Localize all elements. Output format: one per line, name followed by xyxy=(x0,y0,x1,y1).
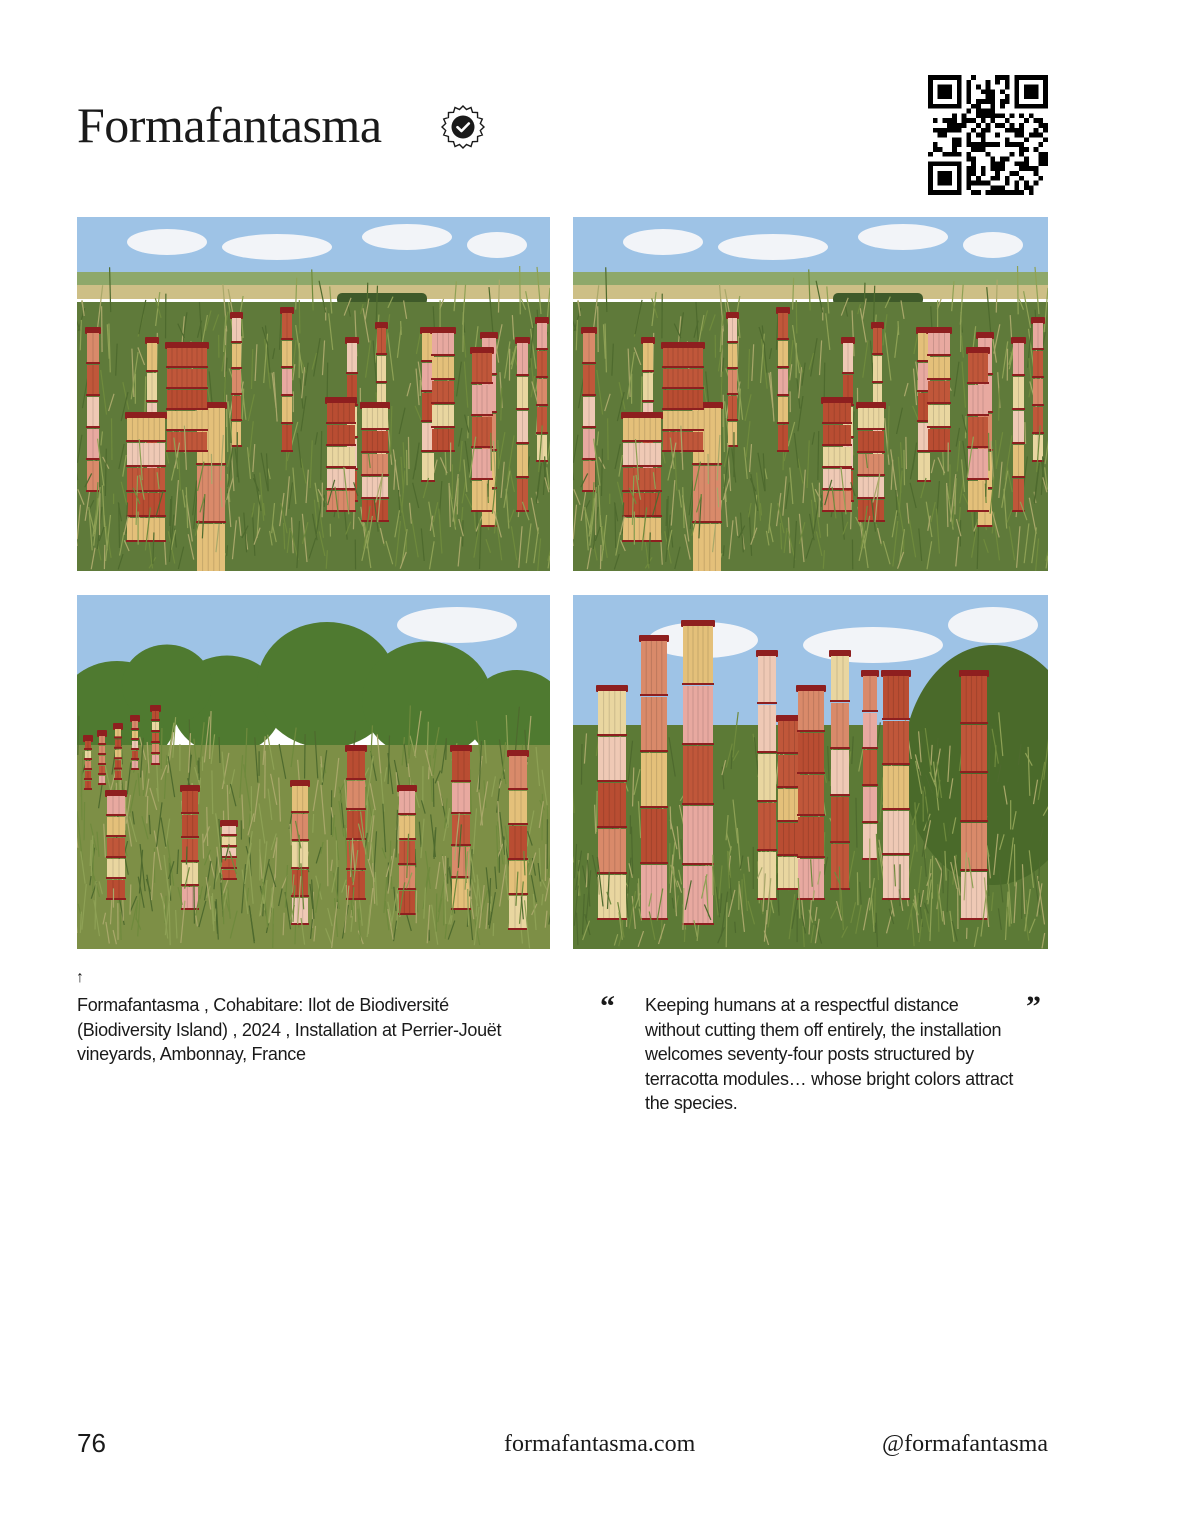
qr-code-icon[interactable] xyxy=(928,75,1048,195)
verified-badge-icon xyxy=(440,104,486,150)
close-quote-icon: ” xyxy=(1026,990,1041,1023)
installation-photo-2 xyxy=(573,217,1048,571)
pull-quote: Keeping humans at a respectful distance without cutting them off entirely, the installation welcomes seventy-four posts structured by terracotta modules… whose bright colors attract the species. xyxy=(645,995,1014,1113)
social-handle-link[interactable]: @formafantasma xyxy=(881,1431,1048,1457)
website-link[interactable]: formafantasma.com xyxy=(504,1431,696,1457)
installation-photo-4 xyxy=(573,595,1048,949)
installation-photo-3 xyxy=(77,595,550,949)
photo-caption: Formafantasma , Cohabitare: Ilot de Biodiversité (Biodiversity Island) , 2024 , Installation at Perrier-Jouët vineyards, Ambonnay, France xyxy=(77,995,502,1064)
page-number: 76 xyxy=(77,1428,106,1458)
installation-photo-1 xyxy=(77,217,550,571)
up-arrow-icon: ↑ xyxy=(76,969,84,986)
open-quote-icon: “ xyxy=(600,990,615,1023)
page-title: Formafantasma xyxy=(77,97,382,153)
